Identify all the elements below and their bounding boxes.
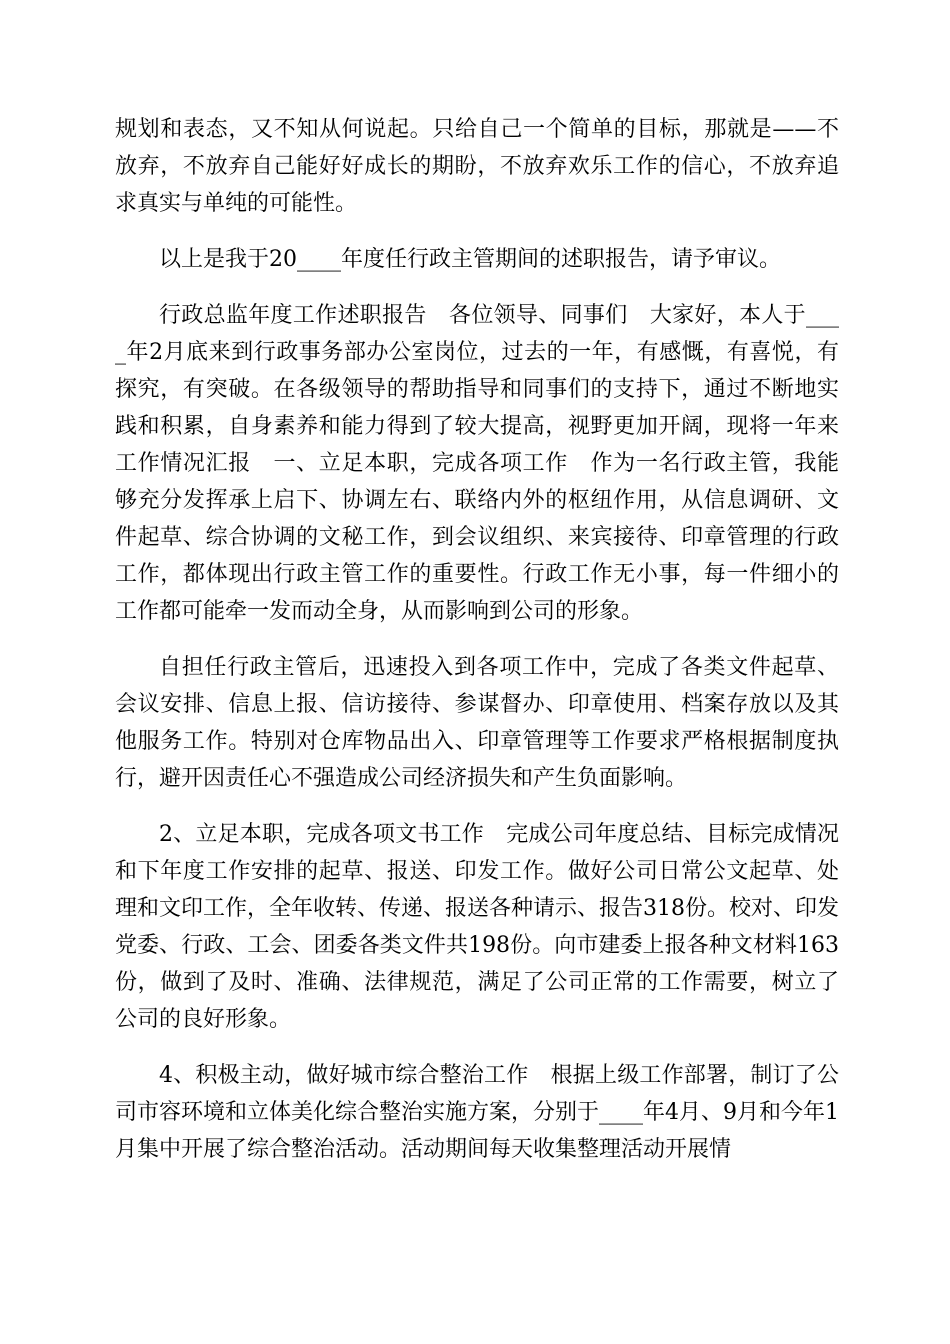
paragraph-conclusion: 以上是我于20____年度任行政主管期间的述职报告，请予审议。 xyxy=(159,247,781,272)
paragraph-continuation: 规划和表态，又不知从何说起。只给自己一个简单的目标，那就是——不放弃，不放弃自己能好好成长的期盼，不放弃欢乐工作的信心，不放弃追求真实与单纯的可能性。 xyxy=(115,117,839,216)
paragraph-duties: 自担任行政主管后，迅速投入到各项工作中，完成了各类文件起草、会议安排、信息上报、信访接待、参谋督办、印章使用、档案存放以及其他服务工作。特别对仓库物品出入、印章管理等工作要求严格根据制度执行，避开因责任心不强造成公司经济损失和产生负面影响。 xyxy=(115,655,839,791)
paragraph-report-intro: 行政总监年度工作述职报告 各位领导、同事们 大家好，本人于____年2月底来到行政事务部办公室岗位，过去的一年，有感慨，有喜悦，有探究，有突破。在各级领导的帮助指导和同事们的支持下，通过不断地实践和积累，自身素养和能力得到了较大提高，视野更加开阔，现将一年来工作情况汇报 一、立足本职，完成各项工作 作为一名行政主管，我能够充分发挥承上启下、协调左右、联络内外的枢纽作用，从信息调研、文件起草、综合协调的文秘工作，到会议组织、来宾接待、印章管理的行政工作，都体现出行政主管工作的重要性。行政工作无小事，每一件细小的工作都可能牵一发而动全身，从而影响到公司的形象。 xyxy=(115,303,839,624)
paragraph-city-rectification: 4、积极主动，做好城市综合整治工作 根据上级工作部署，制订了公司市容环境和立体美化综合整治实施方案，分别于____年4月、9月和今年1月集中开展了综合整治活动。活动期间每天收集整理活动开展情 xyxy=(115,1063,839,1162)
paragraph-document-work: 2、立足本职，完成各项文书工作 完成公司年度总结、目标完成情况和下年度工作安排的起草、报送、印发工作。做好公司日常公文起草、处理和文印工作，全年收转、传递、报送各种请示、报告318份。校对、印发党委、行政、工会、团委各类文件共198份。向市建委上报各种文材料163份，做到了及时、准确、法律规范，满足了公司正常的工作需要，树立了公司的良好形象。 xyxy=(115,822,839,1032)
document-page xyxy=(115,111,839,1187)
